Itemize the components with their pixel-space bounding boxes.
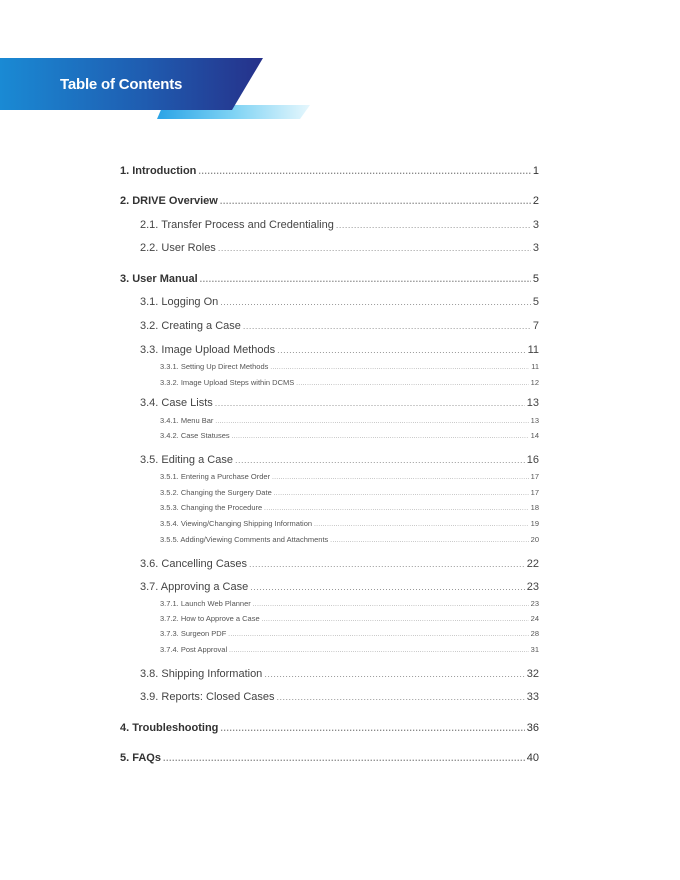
toc-leader-dots	[264, 506, 529, 512]
toc-entry-title: 3.5.2. Changing the Surgery Date	[160, 488, 272, 497]
toc-leader-dots	[200, 274, 531, 284]
toc-entry-title: 3. User Manual	[120, 273, 198, 285]
toc-page-number: 28	[530, 629, 539, 638]
toc-entry-level-3[interactable]	[120, 378, 539, 387]
toc-leader-dots	[235, 455, 525, 465]
toc-entry-level-2[interactable]	[120, 454, 539, 466]
toc-entry-level-3[interactable]	[120, 645, 539, 654]
toc-page-number: 33	[526, 691, 539, 703]
toc-page-number: 17	[530, 472, 539, 481]
toc-entry-title: 2.1. Transfer Process and Credentialing	[140, 219, 334, 231]
toc-page-number: 18	[530, 503, 539, 512]
toc-entry-level-1[interactable]	[120, 165, 539, 177]
toc-entry-level-3[interactable]	[120, 519, 539, 528]
toc-leader-dots	[215, 419, 528, 425]
toc-entry-title: 5. FAQs	[120, 752, 161, 764]
toc-entry-title: 3.5.4. Viewing/Changing Shipping Information	[160, 519, 313, 528]
toc-entry-title: 3.3. Image Upload Methods	[140, 344, 276, 356]
toc-page-number: 13	[526, 397, 539, 409]
toc-leader-dots	[274, 491, 529, 497]
toc-entry-title: 3.5. Editing a Case	[140, 454, 233, 466]
toc-entry-title: 3.1. Logging On	[140, 296, 219, 308]
toc-leader-dots	[314, 522, 529, 528]
toc-page-number: 12	[530, 378, 539, 387]
toc-leader-dots	[220, 723, 524, 733]
toc-page-number: 2	[532, 195, 539, 207]
toc-entry-title: 3.4.2. Case Statuses	[160, 431, 230, 440]
toc-entry-level-1[interactable]	[120, 722, 539, 734]
toc-entry-title: 3.9. Reports: Closed Cases	[140, 691, 275, 703]
toc-entry-title: 2.2. User Roles	[140, 242, 216, 254]
toc-page-number: 22	[526, 558, 539, 570]
toc-entry-level-2[interactable]	[120, 397, 539, 409]
toc-entry-level-2[interactable]	[120, 558, 539, 570]
toc-page-number: 11	[531, 362, 539, 371]
toc-page-number: 19	[530, 519, 539, 528]
toc-page-number: 20	[530, 535, 539, 544]
toc-entry-level-2[interactable]	[120, 219, 539, 231]
toc-entry-title: 3.7.1. Launch Web Planner	[160, 599, 251, 608]
toc-leader-dots	[277, 692, 525, 702]
toc-leader-dots	[220, 297, 531, 307]
toc-page-number: 3	[532, 219, 539, 231]
toc-leader-dots	[228, 632, 528, 638]
toc-leader-dots	[264, 669, 524, 679]
toc-leader-dots	[243, 321, 531, 331]
toc-entry-level-3[interactable]	[120, 535, 539, 544]
toc-leader-dots	[198, 166, 530, 176]
toc-entry-title: 3.6. Cancelling Cases	[140, 558, 248, 570]
toc-page-number: 7	[532, 320, 539, 332]
toc-leader-dots	[232, 434, 529, 440]
toc-leader-dots	[336, 220, 531, 230]
toc-leader-dots	[163, 753, 525, 763]
toc-page-number: 5	[532, 273, 539, 285]
toc-entry-level-2[interactable]	[120, 296, 539, 308]
toc-page-number: 16	[526, 454, 539, 466]
toc-entry-title: 3.3.2. Image Upload Steps within DCMS	[160, 378, 295, 387]
toc-entry-level-3[interactable]	[120, 472, 539, 481]
toc-entry-level-2[interactable]	[120, 242, 539, 254]
toc-page-number: 13	[530, 416, 539, 425]
toc-page-number: 40	[526, 752, 539, 764]
toc-entry-title: 4. Troubleshooting	[120, 722, 219, 734]
toc-page-number: 14	[530, 431, 539, 440]
toc-entry-level-2[interactable]	[120, 668, 539, 680]
toc-entry-level-2[interactable]	[120, 344, 539, 356]
toc-leader-dots	[296, 381, 528, 387]
toc-leader-dots	[229, 648, 529, 654]
toc-entry-title: 3.5.1. Entering a Purchase Order	[160, 472, 271, 481]
toc-leader-dots	[330, 538, 528, 544]
toc-page-number: 32	[526, 668, 539, 680]
toc-entry-level-2[interactable]	[120, 691, 539, 703]
toc-entry-level-2[interactable]	[120, 320, 539, 332]
toc-entry-title: 3.7.4. Post Approval	[160, 645, 228, 654]
toc-page-number: 24	[530, 614, 539, 623]
toc-entry-title: 3.2. Creating a Case	[140, 320, 241, 332]
toc-page-number: 23	[526, 581, 539, 593]
toc-page-number: 23	[530, 599, 539, 608]
toc-entry-title: 3.5.3. Changing the Procedure	[160, 503, 263, 512]
toc-leader-dots	[250, 582, 525, 592]
toc-leader-dots	[220, 196, 531, 206]
toc-page-number: 36	[526, 722, 539, 734]
toc-leader-dots	[272, 475, 529, 481]
toc-leader-dots	[270, 365, 529, 371]
toc-entry-level-1[interactable]	[120, 752, 539, 764]
toc-leader-dots	[262, 617, 529, 623]
toc-leader-dots	[215, 398, 525, 408]
toc-entry-title: 3.7.2. How to Approve a Case	[160, 614, 260, 623]
toc-entry-level-1[interactable]	[120, 195, 539, 207]
toc-entry-title: 3.3.1. Setting Up Direct Methods	[160, 362, 269, 371]
toc-leader-dots	[218, 243, 531, 253]
toc-page-number: 5	[532, 296, 539, 308]
toc-entry-title: 3.8. Shipping Information	[140, 668, 263, 680]
toc-entry-level-3[interactable]	[120, 416, 539, 425]
toc-entry-level-3[interactable]	[120, 629, 539, 638]
toc-entry-level-3[interactable]	[120, 362, 539, 371]
toc-entry-title: 3.4. Case Lists	[140, 397, 213, 409]
toc-leader-dots	[277, 345, 525, 355]
toc-leader-dots	[249, 559, 525, 569]
toc-page-number: 1	[532, 165, 539, 177]
toc-entry-level-3[interactable]	[120, 614, 539, 623]
toc-entry-level-3[interactable]	[120, 431, 539, 440]
toc-entry-level-3[interactable]	[120, 599, 539, 608]
toc-entry-level-3[interactable]	[120, 488, 539, 497]
toc-entry-title: 3.5.5. Adding/Viewing Comments and Attachments	[160, 535, 329, 544]
toc-entry-level-1[interactable]	[120, 273, 539, 285]
toc-page-number: 31	[530, 645, 539, 654]
page-title: Table of Contents	[60, 76, 183, 93]
toc-entry-title: 1. Introduction	[120, 165, 197, 177]
toc-entry-title: 2. DRIVE Overview	[120, 195, 218, 207]
toc-page-number: 17	[530, 488, 539, 497]
toc-entry-title: 3.7.3. Surgeon PDF	[160, 629, 227, 638]
toc-entry-title: 3.7. Approving a Case	[140, 581, 249, 593]
toc-entry-level-2[interactable]	[120, 581, 539, 593]
toc-leader-dots	[253, 602, 529, 608]
toc-page-number: 11	[527, 344, 539, 356]
toc-page-number: 3	[532, 242, 539, 254]
toc-entry-title: 3.4.1. Menu Bar	[160, 416, 214, 425]
toc-entry-level-3[interactable]	[120, 503, 539, 512]
